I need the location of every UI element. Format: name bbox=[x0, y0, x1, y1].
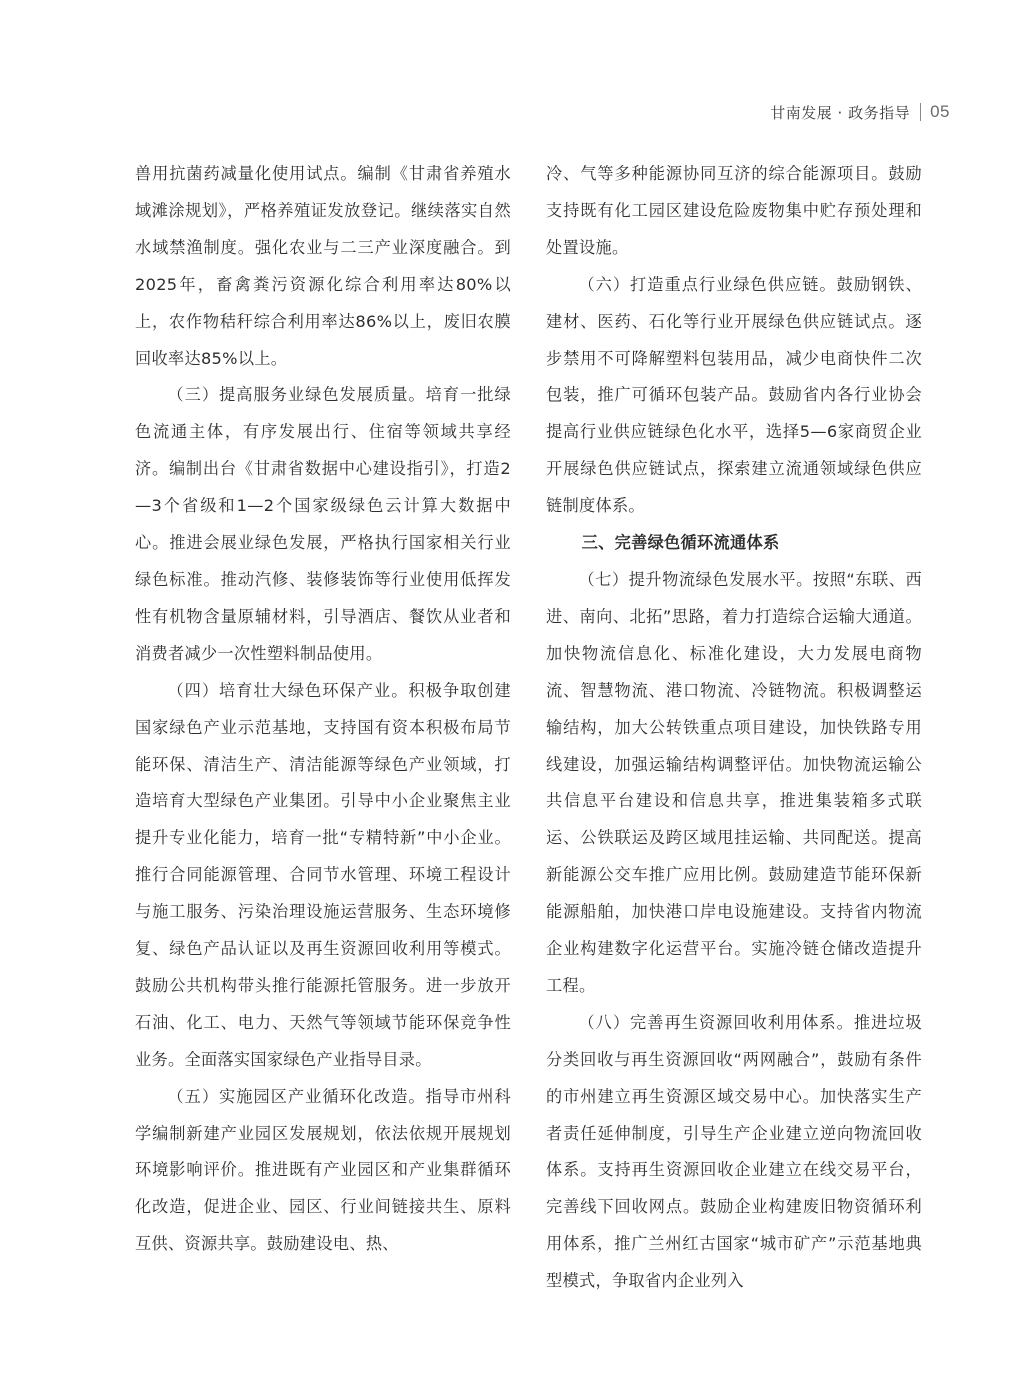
section-title: 甘南发展 · 政务指导 bbox=[770, 103, 911, 122]
paragraph-supply-chain: （六）打造重点行业绿色供应链。鼓励钢铁、建材、医药、石化等行业开展绿色供应链试点。逐步禁用不可降解塑料包装用品，减少电商快件二次包装，推广可循环包装产品。鼓励省内各行业协会提高行业供应链绿色化水平，选择5—6家商贸企业开展绿色供应链试点，探索建立流通领域绿色供应链制度体系。 bbox=[546, 274, 922, 516]
running-header bbox=[770, 101, 950, 123]
right-column bbox=[546, 156, 922, 1300]
paragraph-continued: 兽用抗菌药减量化使用试点。编制《甘肃省养殖水域滩涂规划》，严格养殖证发放登记。继续落实自然水域禁渔制度。强化农业与二三产业深度融合。到2025年，畜禽粪污资源化综合利用率达80%以上，农作物秸秆综合利用率达86%以上，废旧农膜回收率达85%以上。 bbox=[135, 164, 511, 368]
paragraph-park-recycling: （五）实施园区产业循环化改造。指导市州科学编制新建产业园区发展规划，依法依规开展规划环境影响评价。推进既有产业园区和产业集群循环化改造，促进企业、园区、行业间链接共生、原料互供、资源共享。鼓励建设电、热、 bbox=[135, 1086, 511, 1254]
paragraph-continued: 冷、气等多种能源协同互济的综合能源项目。鼓励支持既有化工园区建设危险废物集中贮存预处理和处置设施。 bbox=[546, 164, 922, 257]
paragraph-recycling-system: （八）完善再生资源回收利用体系。推进垃圾分类回收与再生资源回收“两网融合”，鼓励有条件的市州建立再生资源区域交易中心。加快落实生产者责任延伸制度，引导生产企业建立逆向物流回收体系。支持再生资源回收企业建立在线交易平台，完善线下回收网点。鼓励企业构建废旧物资循环利用体系，推广兰州红古国家“城市矿产”示范基地典型模式，争取省内企业列入 bbox=[546, 1012, 922, 1291]
paragraph-logistics: （七）提升物流绿色发展水平。按照“东联、西进、南向、北拓”思路，着力打造综合运输大通道。加快物流信息化、标准化建设，大力发展电商物流、智慧物流、港口物流、冷链物流。积极调整运输结构，加大公转铁重点项目建设，加快铁路专用线建设，加强运输结构调整评估。加快物流运输公共信息平台建设和信息共享，推进集装箱多式联运、公铁联运及跨区域甩挂运输、共同配送。提高新能源公交车推广应用比例。鼓励建造节能环保新能源船舶，加快港口岸电设施建设。支持省内物流企业构建数字化运营平台。实施冷链仓储改造提升工程。 bbox=[546, 569, 922, 995]
page-number: 05 bbox=[930, 102, 950, 121]
header-divider bbox=[920, 103, 921, 121]
paragraph-service-industry: （三）提高服务业绿色发展质量。培育一批绿色流通主体，有序发展出行、住宿等领域共享经济。编制出台《甘肃省数据中心建设指引》，打造2—3个省级和1—2个国家级绿色云计算大数据中心。推进会展业绿色发展，严格执行国家相关行业绿色标准。推动汽修、装修装饰等行业使用低挥发性有机物含量原辅材料，引导酒店、餐饮从业者和消费者减少一次性塑料制品使用。 bbox=[135, 385, 511, 663]
left-column bbox=[135, 156, 511, 1263]
paragraph-green-industry: （四）培育壮大绿色环保产业。积极争取创建国家绿色产业示范基地，支持国有资本积极布局节能环保、清洁生产、清洁能源等绿色产业领域，打造培育大型绿色产业集团。引导中小企业聚焦主业提升专业化能力，培育一批“专精特新”中小企业。推行合同能源管理、合同节水管理、环境工程设计与施工服务、污染治理设施运营服务、生态环境修复、绿色产品认证以及再生资源回收利用等模式。鼓励公共机构带头推行能源托管服务。进一步放开石油、化工、电力、天然气等领域节能环保竞争性业务。全面落实国家绿色产业指导目录。 bbox=[135, 680, 511, 1069]
section-heading: 三、完善绿色循环流通体系 bbox=[581, 533, 780, 553]
